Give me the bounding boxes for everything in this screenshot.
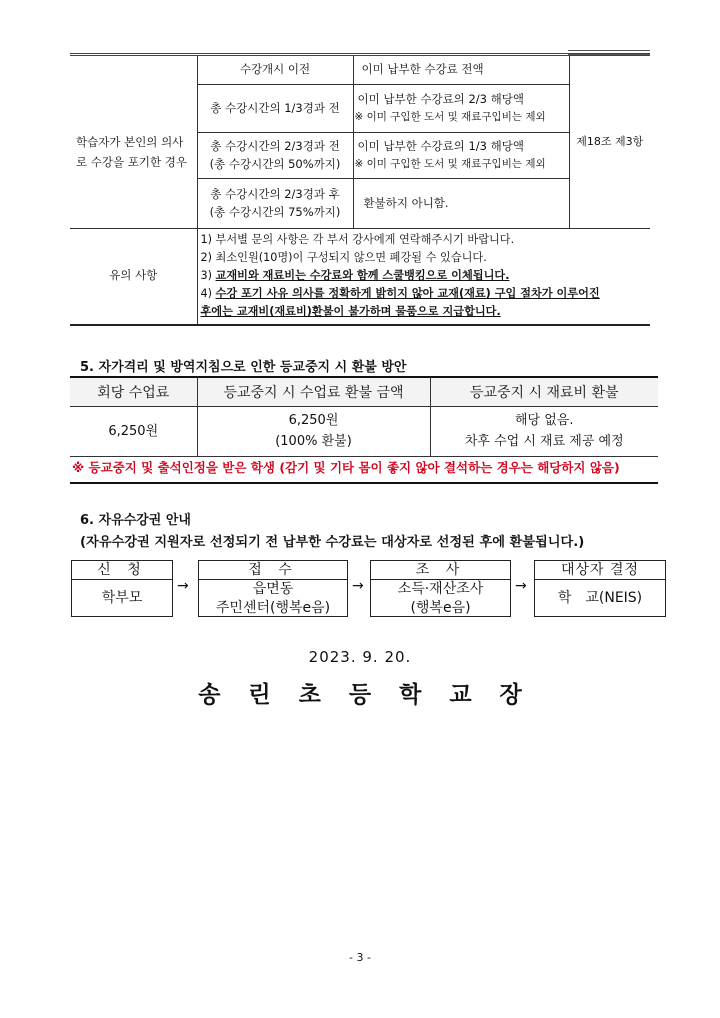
refund-amount-cell: [197, 407, 430, 457]
notes-label-cell: 유의 사항: [70, 229, 197, 325]
refund-percent: (100% 환불): [275, 434, 352, 450]
header-refund-amount: 등교중지 시 수업료 환불 금액: [197, 377, 430, 407]
quarantine-refund-table: [70, 376, 658, 457]
refund-amount-value: 6,250원: [288, 413, 339, 428]
refund-table: [70, 53, 650, 326]
note-2: 2) 최소인원(10명)이 구성되지 않으면 폐강될 수 있습니다.: [200, 251, 487, 265]
flow-step-body: [72, 580, 172, 617]
section6-subtitle: (자유수강권 지원자로 선정되기 전 납부한 수강료는 대상자로 선정된 후에 환불됩니다.): [80, 535, 585, 550]
refund-amount-text: 이미 납부한 수강료의 1/3 해당액: [357, 139, 524, 154]
refund-amount-text: 이미 납부한 수강료의 2/3 해당액: [357, 92, 524, 107]
period-text: 총 수강시간의 2/3경과 후: [210, 186, 340, 201]
note-4-emphasis-cont: 후에는 교재비(재료비)환불이 불가하며 물품으로 지급합니다.: [200, 305, 501, 319]
flow-step-body: [371, 580, 510, 617]
flow-arrow-icon: →: [177, 578, 189, 594]
period-subtext: (총 수강시간의 75%까지): [209, 204, 341, 219]
flow-step-decision: [534, 560, 666, 617]
note-3: 3) 교재비와 재료비는 수강료와 함께 스쿨뱅킹으로 이체됩니다.: [200, 269, 510, 283]
refund-exclusion-note: ※ 이미 구입한 도서 및 재료구입비는 제외: [354, 158, 546, 171]
flow-step-body: [199, 580, 347, 617]
refund-period-cell: [197, 179, 353, 229]
section5-bottom-rule: [70, 482, 658, 484]
material-refund-line1: 해당 없음.: [515, 413, 574, 428]
flow-step-receive: [198, 560, 348, 617]
flow-arrow-icon: →: [352, 578, 364, 594]
period-subtext: (총 수강시간의 50%까지): [209, 156, 341, 171]
flow-arrow-icon: →: [515, 578, 527, 594]
document-date: 2023. 9. 20.: [308, 648, 412, 666]
header-material-refund: 등교중지 시 재료비 환불: [430, 377, 658, 407]
fee-cell: 6,250원: [70, 407, 197, 457]
section5-title: 5. 자가격리 및 방역지침으로 인한 등교중지 시 환불 방안: [80, 360, 407, 375]
refund-period-cell: [197, 133, 353, 179]
flow-step-head: 신 청: [72, 561, 172, 580]
flow-step-body: [535, 580, 665, 617]
period-text: 총 수강시간의 2/3경과 전: [210, 138, 340, 153]
flow-step-survey: [370, 560, 511, 617]
section6-title: 6. 자유수강권 안내: [80, 513, 191, 528]
refund-exclusion-note: ※ 이미 구입한 도서 및 재료구입비는 제외: [354, 111, 546, 124]
law-reference-cell: 제18조 제3항: [569, 55, 650, 229]
notes-cell: [197, 229, 650, 325]
period-text: 총 수강시간의 1/3경과 전: [210, 100, 340, 115]
flow-step-line: 읍면동: [252, 580, 294, 597]
flow-step-line: 주민센터(행복e음): [215, 599, 331, 616]
page-number: - 3 -: [349, 951, 371, 964]
flow-step-line: (행복e음): [410, 599, 471, 616]
refund-period-cell: [197, 85, 353, 133]
note-3-emphasis: 교재비와 재료비는 수강료와 함께 스쿨뱅킹으로 이체됩니다.: [215, 269, 510, 283]
refund-amount-cell: 이미 납부한 수강료 전액: [353, 55, 569, 85]
refund-amount-cell: [353, 85, 569, 133]
refund-amount-cell: 환불하지 아니함.: [353, 179, 569, 229]
header-fee: 회당 수업료: [70, 377, 197, 407]
flow-step-line: 학 교(NEIS): [557, 590, 643, 607]
flow-step-head: 조 사: [371, 561, 510, 580]
material-refund-line2: 차후 수업 시 재료 제공 예정: [464, 434, 624, 450]
flow-step-head: 접 수: [199, 561, 347, 580]
material-refund-cell: [430, 407, 658, 457]
note-4-emphasis: 수강 포기 사유 의사를 정확하게 밝히지 않아 교재(재료) 구입 절차가 이루어진: [215, 287, 600, 301]
refund-period-cell: 수강개시 이전: [197, 55, 353, 85]
note-4: 4) 수강 포기 사유 의사를 정확하게 밝히지 않아 교재(재료) 구입 절차가 이루어진: [200, 287, 600, 301]
flow-step-line: 소득·재산조사: [397, 580, 484, 597]
flow-step-line: 학부모: [101, 590, 143, 607]
quarantine-warning: ※ 등교중지 및 출석인정을 받은 학생 (감기 및 기타 몸이 좋지 않아 결석하는 경우는 해당하지 않음): [72, 460, 620, 475]
flow-step-head: 대상자 결정: [535, 561, 665, 580]
refund-amount-cell: [353, 133, 569, 179]
flow-step-apply: [71, 560, 173, 617]
signatory: 송 린 초 등 학 교 장: [198, 682, 532, 708]
refund-category-cell: 학습자가 본인의 의사로 수강을 포기한 경우: [70, 55, 197, 229]
note-1: 1) 부서별 문의 사항은 각 부서 강사에게 연락해주시기 바랍니다.: [200, 233, 515, 247]
note-4-cont: [201, 303, 647, 321]
